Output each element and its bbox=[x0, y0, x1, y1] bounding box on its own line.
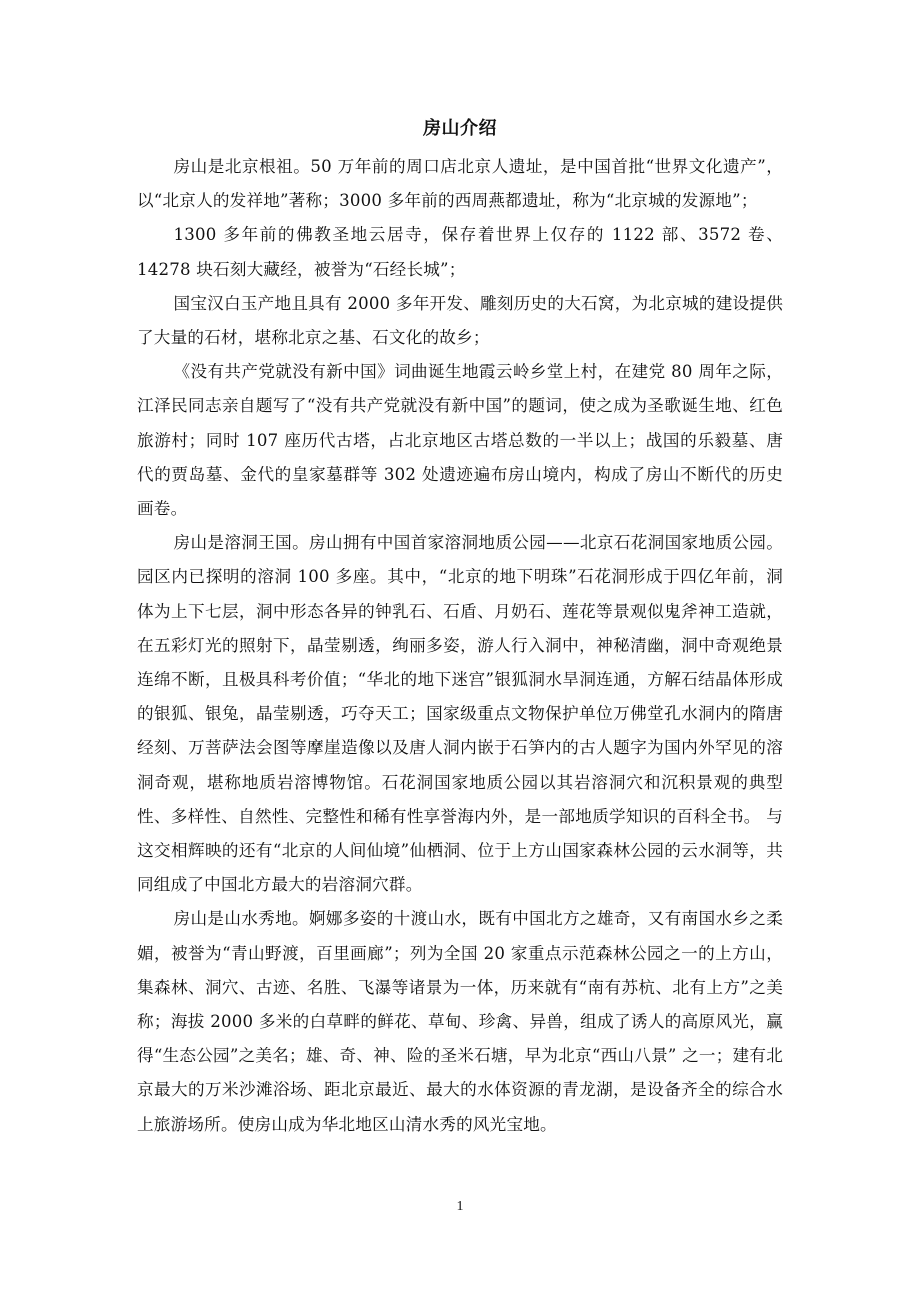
paragraph-red-tourism-and-pagodas: 《没有共产党就没有新中国》词曲诞生地霞云岭乡堂上村，在建党 80 周年之际，江泽民同志亲自题写了“没有共产党就没有新中国”的题词，使之成为圣歌诞生地、红色旅游村；同时 107 座历代古塔，占北京地区古塔总数的一半以上；战国的乐毅墓、唐代的贾岛墓、金代的皇家墓群等 302 处遗迹遍布房山境内，构成了房山不断代的历史画卷。 bbox=[137, 362, 783, 519]
page-number: 1 bbox=[456, 1199, 464, 1214]
paragraph-dashiwo: 国宝汉白玉产地且具有 2000 多年开发、雕刻历史的大石窝，为北京城的建设提供了大量的石材，堪称北京之基、石文化的故乡； bbox=[137, 293, 783, 348]
paragraph-origins: 房山是北京根祖。50 万年前的周口店北京人遗址，是中国首批“世界文化遗产”，以“北京人的发祥地”著称；3000 多年前的西周燕都遗址，称为“北京城的发源地”； bbox=[137, 157, 783, 211]
document-body bbox=[137, 150, 783, 1142]
paragraph-scenery: 房山是山水秀地。婀娜多姿的十渡山水，既有中国北方之雄奇，又有南国水乡之柔媚，被誉为“青山野渡，百里画廊”；列为全国 20 家重点示范森林公园之一的上方山，集森林、洞穴、古迹、名胜、飞瀑等诸景为一体，历来就有“南有苏杭、北有上方”之美称；海拔 2000 多米的白草畔的鲜花、草甸、珍禽、异兽，组成了诱人的高原风光，赢得“生态公园”之美名；雄、奇、神、险的圣米石塘，早为北京“西山八景” 之一；建有北京最大的万米沙滩浴场、距北京最近、最大的水体资源的青龙湖，是设备齐全的综合水上旅游场所。使房山成为华北地区山清水秀的风光宝地。 bbox=[137, 909, 783, 1134]
document-title: 房山介绍 bbox=[423, 118, 497, 139]
paragraph-yunju-temple: 1300 多年前的佛教圣地云居寺，保存着世界上仅存的 1122 部、3572 卷、14278 块石刻大藏经，被誉为“石经长城”； bbox=[137, 225, 783, 279]
paragraph-karst-caves: 房山是溶洞王国。房山拥有中国首家溶洞地质公园——北京石花洞国家地质公园。园区内已探明的溶洞 100 多座。其中，“北京的地下明珠”石花洞形成于四亿年前，洞体为上下七层，洞中形态各异的钟乳石、石盾、月奶石、莲花等景观似鬼斧神工造就，在五彩灯光的照射下，晶莹剔透，绚丽多姿，游人行入洞中，神秘清幽，洞中奇观绝景连绵不断，且极具科考价值；“华北的地下迷宫”银狐洞水旱洞连通，方解石结晶体形成的银狐、银兔，晶莹剔透，巧夺天工；国家级重点文物保护单位万佛堂孔水洞内的隋唐经刻、万菩萨法会图等摩崖造像以及唐人洞内嵌于石笋内的古人题字为国内外罕见的溶洞奇观，堪称地质岩溶博物馆。石花洞国家地质公园以其岩溶洞穴和沉积景观的典型性、多样性、自然性、完整性和稀有性享誉海内外，是一部地质学知识的百科全书。 与这交相辉映的还有“北京的人间仙境”仙栖洞、位于上方山国家森林公园的云水洞等，共同组成了中国北方最大的岩溶洞穴群。 bbox=[137, 533, 783, 895]
